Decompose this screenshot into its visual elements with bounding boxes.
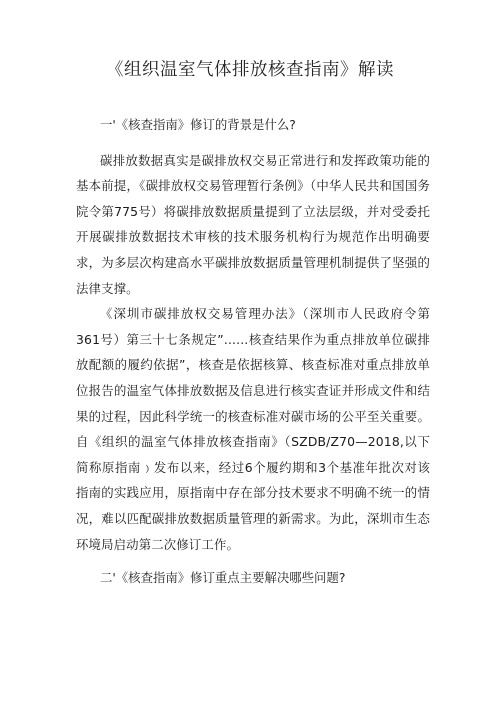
paragraph-background-1: 碳排放数据真实是碳排放权交易正常进行和发挥政策功能的基本前提，《碳排放权交易管理暂行条例》（中华人民共和国国务院令第775号）将碳排放数据质量提到了立法层级，并对受委托开展碳排放数据技术审核的技术服务机构行为规范作出明确要求，为多层次构建高水平碳排放数据质量管理机制提供了坚强的法律支撑。 xyxy=(76,152,430,296)
document-title: 《组织温室气体排放核查指南》解读 xyxy=(106,60,394,80)
document-body xyxy=(76,112,430,591)
section-heading-1: 一'《核查指南》修订的背景是什么? xyxy=(100,117,296,132)
paragraph-background-2: 《深圳市碳排放权交易管理办法》（深圳市人民政府令第361号）第三十七条规定”......核查结果作为重点排放单位碳排放配额的履约依据”，核查是依据核算、核查标准对重点排放单位报告的温室气体排放数据及信息进行核实查证并形成文件和结果的过程，因此科学统一的核查标准对碳市场的公平至关重要。自《组织的温室气体排放核查指南》（SZDB/Z70—2018,以下简称原指南﹚发布以来，经过6个履约期和3个基准年批次对该指南的实践应用，原指南中存在部分技术要求不明确不统一的情况，难以匹配碳排放数据质量管理的新需求。为此，深圳市生态环境局启动第二次修订工作。 xyxy=(76,306,430,552)
section-heading-2: 二'《核查指南》修订重点主要解决哪些问题? xyxy=(100,570,346,586)
